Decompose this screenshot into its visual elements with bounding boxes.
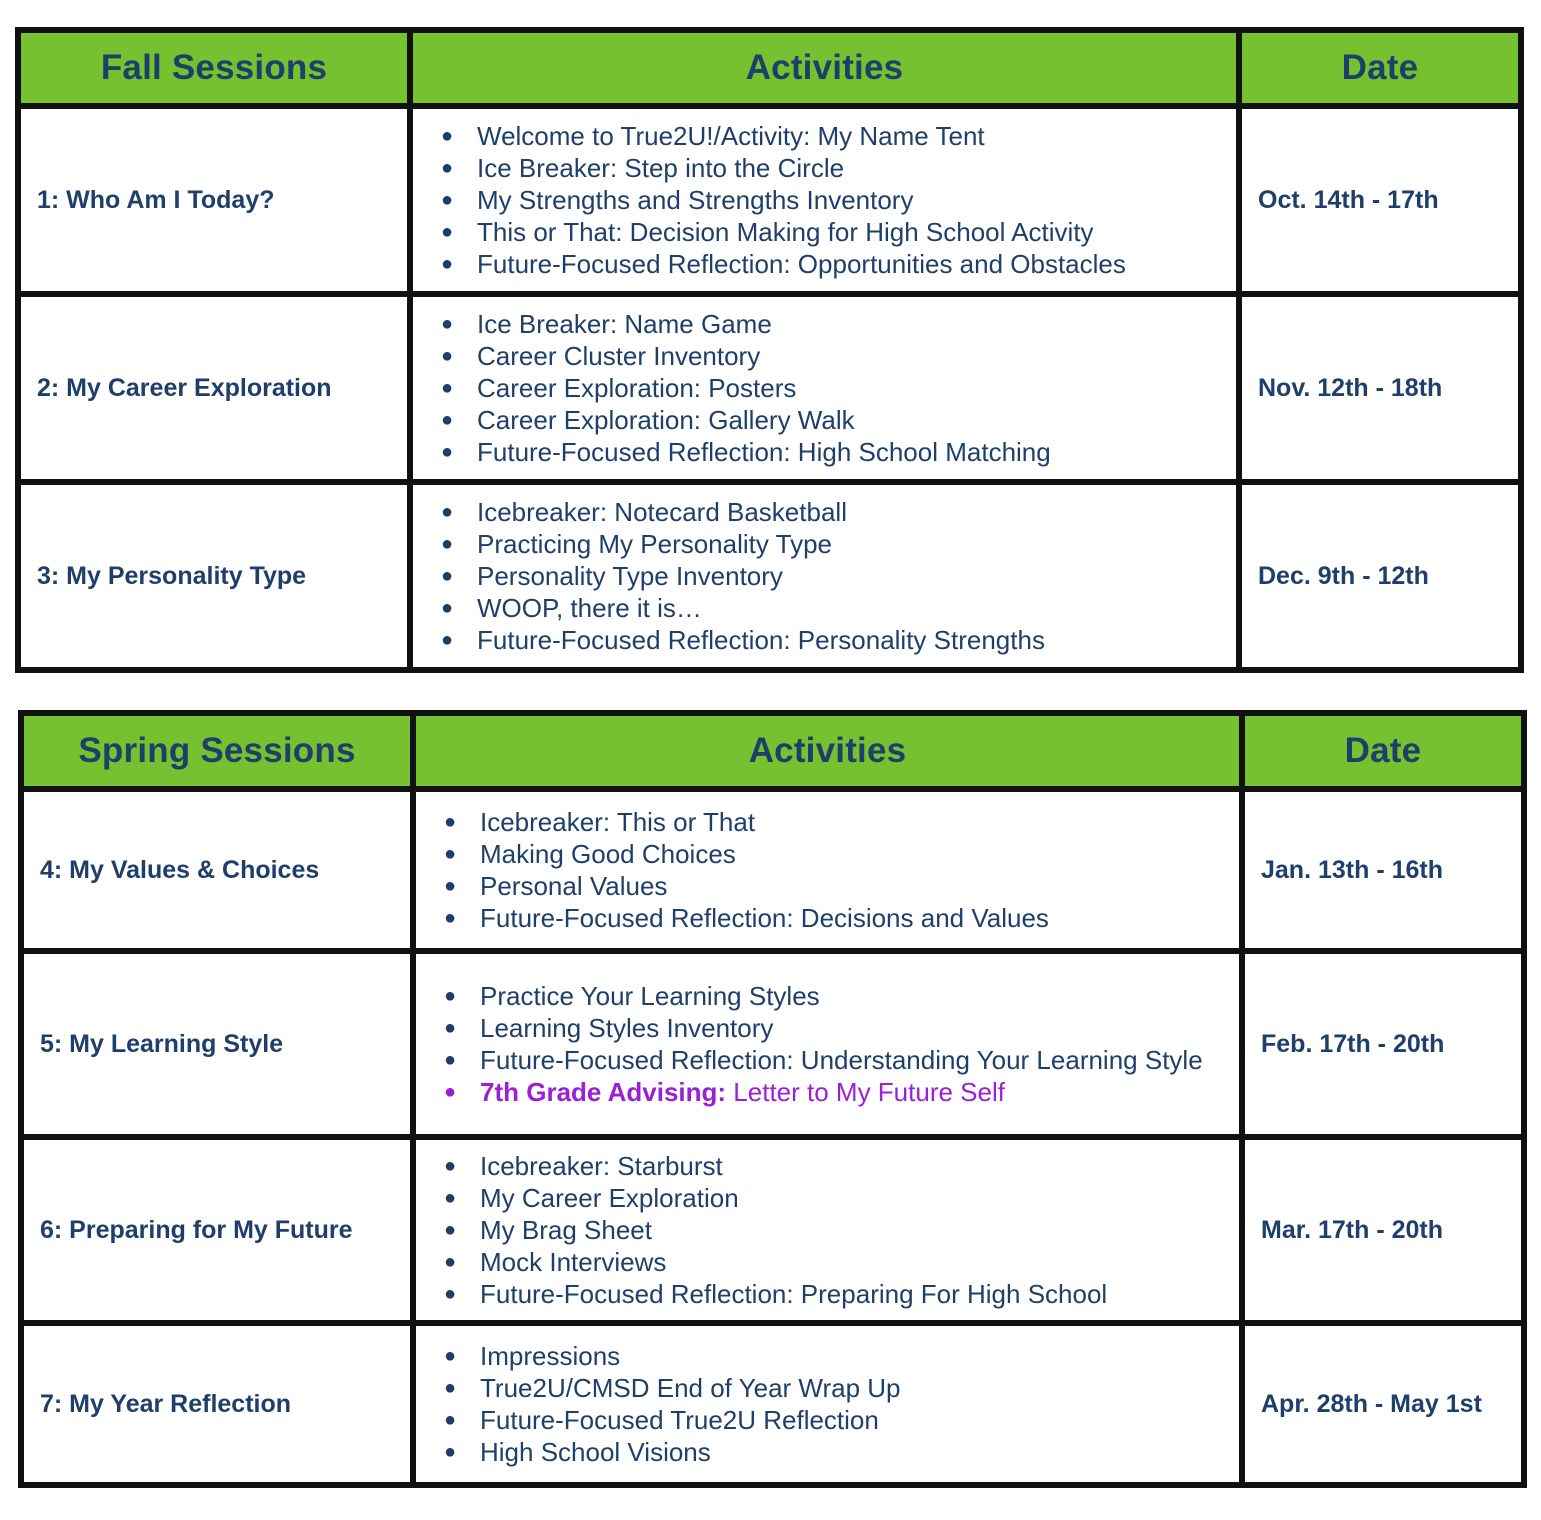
activity-list bbox=[435, 120, 1226, 280]
bullet-icon: ● bbox=[444, 1377, 457, 1399]
session-date: Apr. 28th - May 1st bbox=[1242, 1323, 1524, 1485]
activities-cell bbox=[410, 482, 1239, 670]
list-item: ● True2U/CMSD End of Year Wrap Up bbox=[444, 1373, 901, 1403]
session-date: Oct. 14th - 17th bbox=[1239, 106, 1521, 294]
activities-cell bbox=[413, 1323, 1242, 1485]
activities-cell bbox=[413, 951, 1242, 1137]
spring-sessions-header: Spring Sessions bbox=[21, 713, 413, 789]
list-item: ● Icebreaker: Starburst bbox=[444, 1151, 723, 1181]
bullet-icon: ● bbox=[441, 501, 454, 523]
fall-sessions-table bbox=[15, 27, 1524, 673]
list-item: ● My Strengths and Strengths Inventory bbox=[441, 185, 914, 215]
session-date: Dec. 9th - 12th bbox=[1239, 482, 1521, 670]
bullet-icon: ● bbox=[441, 253, 454, 275]
bullet-icon: ● bbox=[444, 1409, 457, 1431]
list-item: ● Future-Focused Reflection: Understanding Your Learning Style bbox=[444, 1045, 1203, 1075]
bullet-icon: ● bbox=[441, 533, 454, 555]
fall-date-header: Date bbox=[1239, 30, 1521, 106]
bullet-icon: ● bbox=[444, 1155, 457, 1177]
session-title: 6: Preparing for My Future bbox=[21, 1137, 413, 1323]
bullet-icon: ● bbox=[441, 125, 454, 147]
bullet-icon: ● bbox=[441, 189, 454, 211]
activities-cell bbox=[410, 106, 1239, 294]
bullet-icon: ● bbox=[444, 1049, 457, 1071]
list-item: ● My Brag Sheet bbox=[444, 1215, 652, 1245]
bullet-icon: ● bbox=[444, 1187, 457, 1209]
list-item: ● Future-Focused True2U Reflection bbox=[444, 1405, 879, 1435]
bullet-icon: ● bbox=[441, 313, 454, 335]
list-item: ● Welcome to True2U!/Activity: My Name Tent bbox=[441, 121, 985, 151]
list-item: ● Career Exploration: Gallery Walk bbox=[441, 405, 855, 435]
session-title: 7: My Year Reflection bbox=[21, 1323, 413, 1485]
bullet-icon: ● bbox=[441, 221, 454, 243]
list-item: ● High School Visions bbox=[444, 1437, 711, 1467]
list-item: ● My Career Exploration bbox=[444, 1183, 739, 1213]
list-item: ● Personal Values bbox=[444, 871, 668, 901]
bullet-icon: ● bbox=[444, 1283, 457, 1305]
fall-sessions-header: Fall Sessions bbox=[18, 30, 410, 106]
bullet-icon: ● bbox=[444, 811, 457, 833]
bullet-icon: ● bbox=[444, 1017, 457, 1039]
bullet-icon: ● bbox=[441, 409, 454, 431]
session-title: 2: My Career Exploration bbox=[18, 294, 410, 482]
activities-cell bbox=[413, 789, 1242, 951]
advising-label: 7th Grade Advising: bbox=[480, 1077, 727, 1107]
list-item: ● Ice Breaker: Step into the Circle bbox=[441, 153, 845, 183]
session-date: Jan. 13th - 16th bbox=[1242, 789, 1524, 951]
spring-date-header: Date bbox=[1242, 713, 1524, 789]
list-item: ● Career Exploration: Posters bbox=[441, 373, 797, 403]
table-row bbox=[21, 951, 1524, 1137]
list-item: ● Future-Focused Reflection: Preparing For High School bbox=[444, 1279, 1108, 1309]
bullet-icon: ● bbox=[441, 441, 454, 463]
activity-list bbox=[438, 1340, 1229, 1468]
list-item: ● This or That: Decision Making for High School Activity bbox=[441, 217, 1094, 247]
bullet-icon: ● bbox=[441, 345, 454, 367]
activity-list bbox=[435, 496, 1226, 656]
table-row bbox=[21, 1323, 1524, 1485]
list-item: ● Icebreaker: This or That bbox=[444, 807, 756, 837]
bullet-icon: ● bbox=[444, 843, 457, 865]
table-row bbox=[18, 106, 1521, 294]
table-row bbox=[21, 1137, 1524, 1323]
fall-activities-header: Activities bbox=[410, 30, 1239, 106]
list-item: ● Practicing My Personality Type bbox=[441, 529, 832, 559]
list-item: ● Future-Focused Reflection: Opportunities and Obstacles bbox=[441, 249, 1126, 279]
bullet-icon: ● bbox=[444, 1345, 457, 1367]
list-item: ● Making Good Choices bbox=[444, 839, 736, 869]
advising-list-item bbox=[438, 1076, 1229, 1108]
bullet-icon: ● bbox=[444, 907, 457, 929]
list-item: ● Impressions bbox=[444, 1341, 621, 1371]
bullet-icon: ● bbox=[444, 1081, 457, 1103]
bullet-icon: ● bbox=[444, 1441, 457, 1463]
spring-activities-header: Activities bbox=[413, 713, 1242, 789]
spring-header-row bbox=[21, 713, 1524, 789]
table-row bbox=[18, 294, 1521, 482]
activity-list bbox=[438, 980, 1229, 1108]
list-item: ● Practice Your Learning Styles bbox=[444, 981, 820, 1011]
session-title: 3: My Personality Type bbox=[18, 482, 410, 670]
session-date: Nov. 12th - 18th bbox=[1239, 294, 1521, 482]
table-row bbox=[18, 482, 1521, 670]
activities-cell bbox=[410, 294, 1239, 482]
bullet-icon: ● bbox=[441, 157, 454, 179]
bullet-icon: ● bbox=[441, 629, 454, 651]
list-item: ● Future-Focused Reflection: Personality Strengths bbox=[441, 625, 1045, 655]
table-row bbox=[21, 789, 1524, 951]
list-item: ● WOOP, there it is… bbox=[441, 593, 702, 623]
list-item: ● Icebreaker: Notecard Basketball bbox=[441, 497, 847, 527]
session-date: Mar. 17th - 20th bbox=[1242, 1137, 1524, 1323]
list-item: ● Future-Focused Reflection: High School Matching bbox=[441, 437, 1051, 467]
activities-cell bbox=[413, 1137, 1242, 1323]
list-item: ● Mock Interviews bbox=[444, 1247, 667, 1277]
session-title: 1: Who Am I Today? bbox=[18, 106, 410, 294]
list-item: ● Future-Focused Reflection: Decisions and Values bbox=[444, 903, 1049, 933]
activity-list bbox=[435, 308, 1226, 468]
fall-header-row bbox=[18, 30, 1521, 106]
bullet-icon: ● bbox=[441, 377, 454, 399]
list-item: ● Ice Breaker: Name Game bbox=[441, 309, 772, 339]
spring-sessions-table bbox=[18, 710, 1527, 1488]
session-title: 4: My Values & Choices bbox=[21, 789, 413, 951]
list-item: ● Career Cluster Inventory bbox=[441, 341, 761, 371]
bullet-icon: ● bbox=[441, 565, 454, 587]
list-item: ● Learning Styles Inventory bbox=[444, 1013, 774, 1043]
activity-list bbox=[438, 1150, 1229, 1310]
session-date: Feb. 17th - 20th bbox=[1242, 951, 1524, 1137]
bullet-icon: ● bbox=[444, 1251, 457, 1273]
activity-list bbox=[438, 806, 1229, 934]
bullet-icon: ● bbox=[444, 985, 457, 1007]
bullet-icon: ● bbox=[444, 875, 457, 897]
bullet-icon: ● bbox=[444, 1219, 457, 1241]
bullet-icon: ● bbox=[441, 597, 454, 619]
list-item: ● Personality Type Inventory bbox=[441, 561, 783, 591]
session-title: 5: My Learning Style bbox=[21, 951, 413, 1137]
advising-text: Letter to My Future Self bbox=[726, 1077, 1005, 1107]
